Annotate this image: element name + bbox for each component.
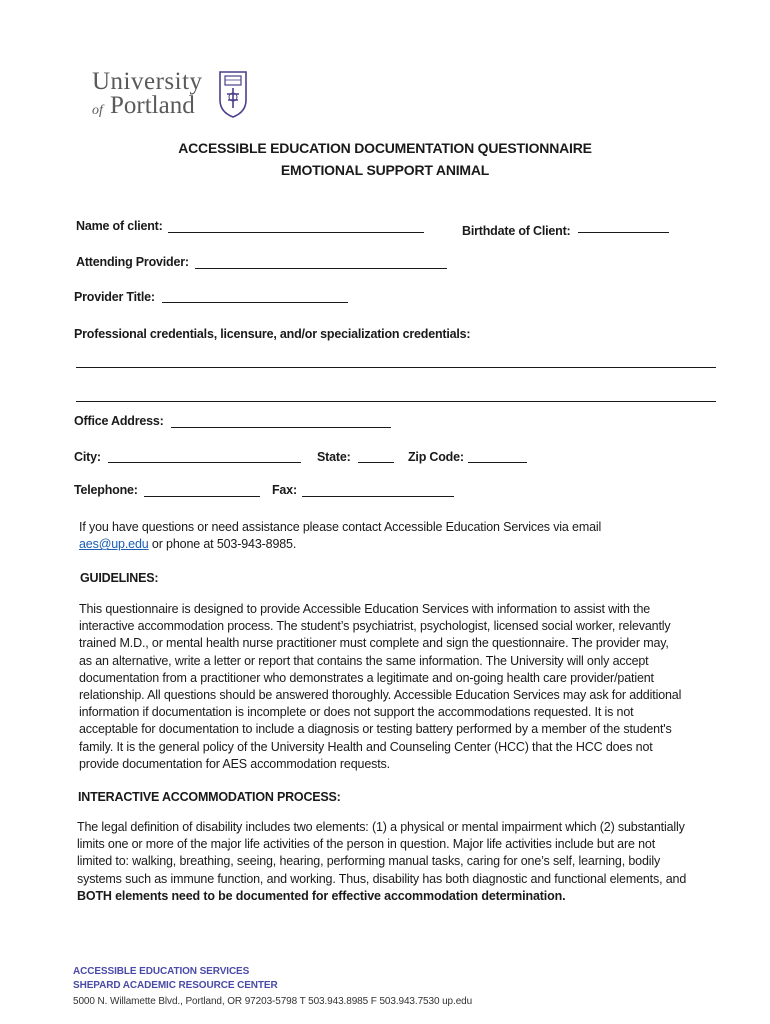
birthdate-field[interactable] <box>578 232 669 233</box>
document-title: ACCESSIBLE EDUCATION DOCUMENTATION QUESTIONNAIRE <box>178 140 592 156</box>
guidelines-line: trained M.D., or mental health nurse practitioner must complete and sign the questionnaire. The provider may, <box>79 636 669 651</box>
city-label: City: <box>74 450 101 464</box>
process-heading: INTERACTIVE ACCOMMODATION PROCESS: <box>78 790 341 804</box>
guidelines-line: provide documentation for AES accommodation requests. <box>79 756 390 771</box>
logo-university-text: University <box>92 68 203 95</box>
guidelines-line: information if documentation is incomplete or does not support the accommodations requested. It is not <box>79 705 634 720</box>
process-bold-line: BOTH elements need to be documented for effective accommodation determination. <box>77 888 566 903</box>
guidelines-line: relationship. All questions should be answered thoroughly. Accessible Education Services may ask for additional <box>79 688 682 703</box>
state-field[interactable] <box>358 462 394 463</box>
client-name-label: Name of client: <box>76 219 163 233</box>
guidelines-line: This questionnaire is designed to provide Accessible Education Services with information to assist with the <box>79 602 651 616</box>
credentials-field-line-1[interactable] <box>76 367 716 368</box>
zip-code-field[interactable] <box>468 462 527 463</box>
logo-of-text: of <box>92 103 103 118</box>
footer-department: ACCESSIBLE EDUCATION SERVICES <box>73 966 250 977</box>
attending-provider-field[interactable] <box>195 268 447 269</box>
document-subtitle: EMOTIONAL SUPPORT ANIMAL <box>280 162 490 178</box>
guidelines-paragraph <box>79 601 729 773</box>
guidelines-line: documentation from a practitioner who demonstrates a legitimate and on-going health care provider/patient <box>79 670 654 685</box>
credentials-label: Professional credentials, licensure, and/or specialization credentials: <box>74 327 471 341</box>
logo-portland-text: Portland <box>110 92 195 119</box>
office-address-field[interactable] <box>171 427 391 428</box>
telephone-label: Telephone: <box>74 483 138 497</box>
process-line: systems such as immune function, and working. Thus, disability has both diagnostic and functional elements, and <box>77 871 687 886</box>
birthdate-label: Birthdate of Client: <box>462 224 571 238</box>
office-address-label: Office Address: <box>74 414 164 428</box>
footer-center: SHEPARD ACADEMIC RESOURCE CENTER <box>73 980 278 991</box>
process-line: The legal definition of disability includes two elements: (1) a physical or mental impairment which (2) substantially <box>77 820 685 834</box>
contact-phone-text: or phone at 503-943-8985. <box>148 537 297 552</box>
guidelines-line: interactive accommodation process. The student’s psychiatrist, psychologist, licensed social worker, relevantly <box>79 619 671 634</box>
contact-text: If you have questions or need assistance please contact Accessible Education Services via email <box>79 520 602 534</box>
fax-field[interactable] <box>302 496 454 497</box>
footer-address: 5000 N. Willamette Blvd., Portland, OR 97203-5798 T 503.943.8985 F 503.943.7530 up.edu <box>73 996 473 1007</box>
process-line: limits one or more of the major life activities of the person in question. Major life activities include but are not <box>77 837 656 852</box>
provider-title-label: Provider Title: <box>74 290 155 304</box>
state-label: State: <box>317 450 351 464</box>
credentials-field-line-2[interactable] <box>76 401 716 402</box>
telephone-field[interactable] <box>144 496 260 497</box>
client-name-field[interactable] <box>168 232 424 233</box>
guidelines-line: as an alternative, write a letter or report that contains the same information. The University will only accept <box>79 653 649 668</box>
attending-provider-label: Attending Provider: <box>76 255 189 269</box>
process-line: limited to: walking, breathing, seeing, hearing, performing manual tasks, caring for one’s self, learning, bodily <box>77 854 661 869</box>
guidelines-heading: GUIDELINES: <box>80 571 159 585</box>
provider-title-field[interactable] <box>162 302 348 303</box>
fax-label: Fax: <box>272 483 297 497</box>
email-link[interactable]: aes@up.edu <box>79 537 149 552</box>
guidelines-line: acceptable for documentation to include a diagnosis or testing battery performed by a member of the student's <box>79 722 672 737</box>
process-paragraph <box>77 819 737 905</box>
zip-code-label: Zip Code: <box>408 450 464 464</box>
university-crest-icon <box>218 70 248 118</box>
guidelines-line: family. It is the general policy of the University Health and Counseling Center (HCC) that the HCC does not <box>79 739 653 754</box>
city-field[interactable] <box>108 462 301 463</box>
contact-paragraph <box>79 519 729 553</box>
